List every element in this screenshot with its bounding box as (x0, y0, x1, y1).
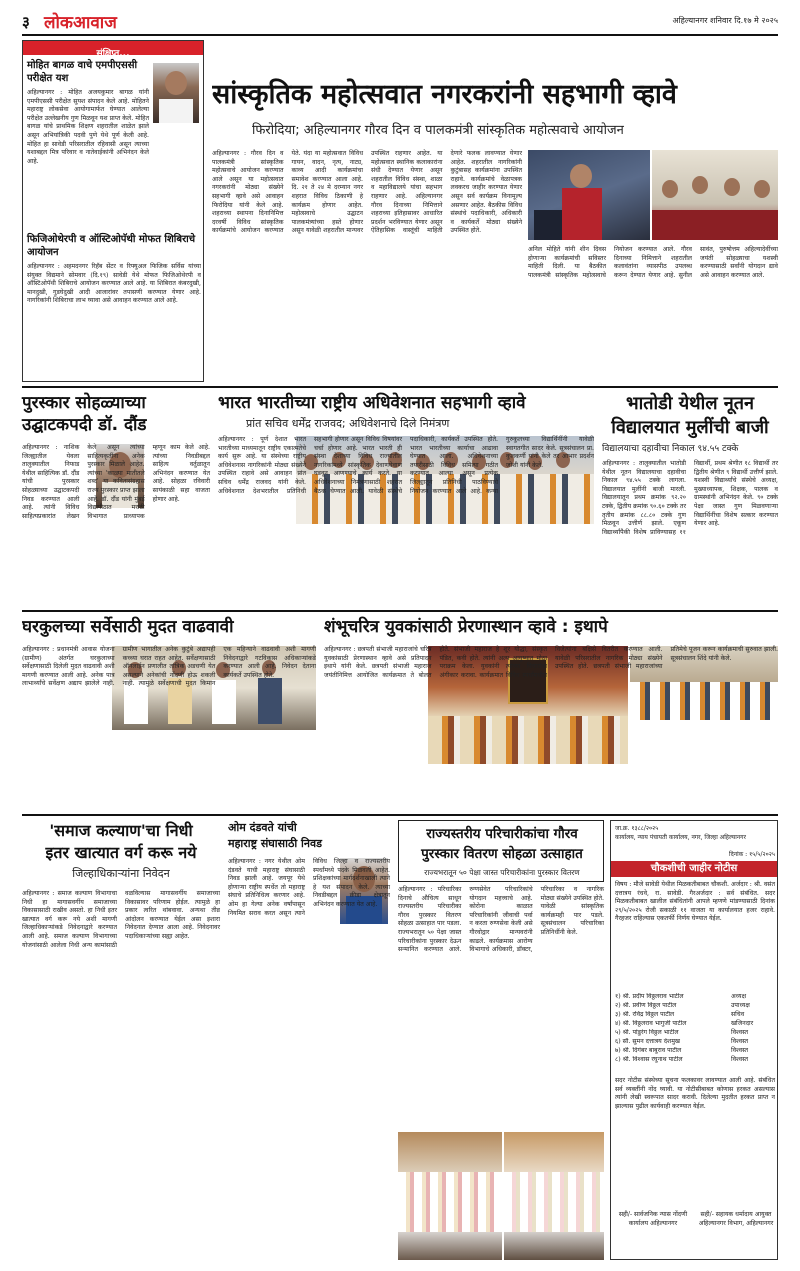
lead-body: अहिल्यानगर : गौरव दिन व पालकमंत्री सांस्कृतिक महोत्सवाचे आयोजन करण्यात आले असून या महोत्सवात नगरकरांनी मोठ्या संख्येने सहभागी व्हावे असे आवाहन फिरोदिया यांनी केले आहे. शहराच्या स्थापना दिनानिमित्त दरवर्षी विविध सांस्कृतिक कार्यक्रमांचे आयोजन करण्यात येते. यंदा या महोत्सवात विविध गायन, वादन, नृत्य, नाट्य, काव्य आदी कार्यक्रमांचा समावेश करण्यात आला आहे. दि. २१ ते २४ मे दरम्यान नगर शहरात विविध ठिकाणी हे कार्यक्रम होणार आहेत. महोत्सवाचे उद्घाटन पालकमंत्र्यांच्या हस्ते होणार असून यावेळी शहरातील मान्यवर उपस्थित राहणार आहेत. या महोत्सवात स्थानिक कलाकारांना संधी देण्यात येणार असून शहरातील विविध संस्था, शाळा व महाविद्यालये यांचा सहभाग राहणार आहे. अहिल्यानगर गौरव दिनाच्या निमित्ताने शहराच्या इतिहासावर आधारित प्रदर्शन भरविण्यात येणार असून ऐतिहासिक वास्तूंची माहिती देणारे फलक लावण्यात येणार आहेत. शहरातील नागरिकांनी कुटुंबासह कार्यक्रमांना उपस्थित राहावे. कार्यक्रमांचे वेळापत्रक लवकरच जाहीर करण्यात येणार असून सर्व कार्यक्रम विनामूल्य असणार आहेत. बैठकीस विविध संस्थांचे पदाधिकारी, अधिकारी व कार्यकर्ते मोठ्या संख्येने उपस्थित होते. (212, 150, 522, 235)
lead-photo-caption: अनिल मोहिते यांनी शीन दिवस होणाऱ्या कार्यक्रमांची सविस्तर माहिती दिली. या बैठकीत पालकमंत्री सांस्कृतिक महोत्सवाचे नियोजन करण्यात आले. गौरव दिनाच्या निमित्ताने शहरातील कलावंतांना व्यासपीठ उपलब्ध करून देण्यात येणार आहे. सुनील सावंत, पुरुषोत्तम अहिल्यादेवींच्या जयंती सोहळ्याचा यशस्वी करण्यासाठी सर्वांनी योगदान द्यावे असे आवाहन करण्यात आले. (528, 246, 778, 279)
nurses-group-photo-1 (398, 1132, 502, 1260)
school-body: अहिल्यानगर : तालुक्यातील भातोडी येथील नूतन विद्यालयाचा दहावीचा निकाल ९४.५५ टक्के लागला. विद्यालयात मुलींनी बाजी मारली. विद्यालयातून प्रथम क्रमांक ९२.२० टक्के, द्वितीय क्रमांक ९०.६० टक्के तर तृतीय क्रमांक ८८.८० टक्के गुण मिळवून उत्तीर्ण झाले. एकूण विद्यार्थ्यांपैकी विशेष प्राविण्यासह ११ विद्यार्थी, प्रथम श्रेणीत १८ विद्यार्थी तर द्वितीय श्रेणीत ९ विद्यार्थी उत्तीर्ण झाले. यशस्वी विद्यार्थ्यांचे संस्थेचे अध्यक्ष, मुख्याध्यापक, शिक्षक, पालक व ग्रामस्थांनी अभिनंदन केले. ९० टक्के पेक्षा जास्त गुण मिळवणाऱ्या विद्यार्थिनींचा विशेष सत्कार करण्यात येणार आहे. (602, 460, 778, 536)
om-headline-2: महाराष्ट्र संघासाठी निवड (228, 837, 322, 850)
notice-list-role: उपाध्यक्ष (731, 1002, 750, 1009)
paper-name-logo: लोकआवाज (44, 13, 117, 32)
lead-headline: सांस्कृतिक महोत्सवात नगरकरांनी सहभागी व्हावे (212, 79, 677, 110)
brief-label: संक्षिप्त... (23, 41, 203, 55)
school-subhead: विद्यालयाचा दहावीचा निकाल ९४.५५ टक्के (602, 444, 739, 454)
notice-list-item: ५) श्री. पांडुरंग विठ्ठल भाटील (615, 1029, 679, 1036)
nurses-headline-box (398, 820, 604, 882)
notice-date: दिनांक : १५/५/२०२५ (729, 851, 775, 858)
page-number: ३ (22, 13, 30, 31)
notice-sign-right: सही/- सहायक धर्मादाय आयुक्त अहिल्यानगर विभाग, अहिल्यानगर (698, 1211, 774, 1227)
notice-list-item: ६) सौ. सुमन दत्तात्रय देशमुख (615, 1038, 680, 1045)
notice-list-role: विश्वस्त (731, 1038, 749, 1045)
notice-list-item: १) श्री. प्रदीप विठ्ठलराव भाटील (615, 993, 684, 1000)
nurses-headline-2: पुरस्कार वितरण सोहळा उत्साहात (421, 846, 583, 862)
samaj-headline-2: इतर खात्यात वर्ग करू नये (45, 843, 197, 862)
notice-list-item: ७) श्री. दिगंबर बाबुराव पाटील (615, 1047, 682, 1054)
nurses-body: अहिल्यानगर : परिचारिका दिनाचे औचित्य साधून राज्यस्तरीय परिचारीका गौरव पुरस्कार वितरण सोहळा उत्साहात पार पडला. राज्यभरातून ५० पेक्षा जास्त परिचारीकांना पुरस्कार देऊन सन्मानित करण्यात आले. रुग्णसेवेत परिचारिकांचे योगदान महत्त्वाचे आहे. कोरोना काळात परिचारिकांनी जीवाची पर्वा न करता रुग्णसेवा केली असे गौरवोद्गार मान्यवरांनी काढले. कार्यक्रमास आरोग्य विभागाचे अधिकारी, डॉक्टर, परिचारिका व नागरिक मोठ्या संख्येने उपस्थित होते. यावेळी सांस्कृतिक कार्यक्रमही पार पडले. सूत्रसंचालन परिचारिका प्रतिनिधींनी केले. (398, 886, 604, 954)
samaj-headline-1: 'समाज कल्याण'चा निधी (49, 821, 193, 840)
notice-body: विषय : मौजे सावेडी येथील मिळकतीबाबत चौकशी. अर्जदार : श्री. वसंत दत्तात्रय रंधवे, रा. सावेडी. गैरअर्जदार : सर्व संबंधित. सदर मिळकतीबाबत खालील संबंधितांनी आपले म्हणणे मांडण्यासाठी दिनांक २९/५/२०२५ रोजी सकाळी ११ वाजता या कार्यालयात हजर राहावे. गैरहजर राहिल्यास एकतर्फी निर्णय घेण्यात येईल. (615, 881, 775, 923)
shambhu-body: अहिल्यानगर : छत्रपती संभाजी महाराजांचे चरित्र युवकांसाठी प्रेरणास्थान व्हावे असे प्रतिपादन इथापे यांनी केले. छत्रपती संभाजी महाराज जयंतीनिमित्त आयोजित कार्यक्रमात ते बोलत होते. संभाजी महाराज हे शूर योद्धा, संस्कृत पंडित, कवी होते. त्यांनी अल्प आयुष्यात मोठा पराक्रम केला. युवकांनी त्यांच्या विचारांचा अंगीकार करावा. कार्यक्रमात विविध स्पर्धांमधील विजेत्यांना बक्षिसे वितरीत करण्यात आली. यावेळी परिसरातील नागरिक मोठ्या संख्येने उपस्थित होते. छत्रपती संभाजी महाराजांच्या प्रतिमेचे पूजन करून कार्यक्रमाची सुरुवात झाली. सूत्रसंचालन शिंदे यांनी केले. (324, 646, 778, 679)
masthead (22, 10, 778, 32)
notice-office: कार्यालय, न्याय पंचायती कार्यालय, नगर, जिल्हा अहिल्यानगर (615, 834, 746, 841)
gharkul-body: अहिल्यानगर : प्रधानमंत्री आवास योजना (ग्रामीण) अंतर्गत घरकुलाच्या सर्वेक्षणासाठी दिलेली मुदत वाढवावी अशी मागणी करण्यात आली आहे. अनेक पात्र लाभार्थ्यांचे सर्वेक्षण अद्याप झालेले नाही. ग्रामीण भागातील अनेक कुटुंबे अद्यापही कच्च्या घरात राहत आहेत. सर्वेक्षणासाठी ऑनलाईन प्रणालीत तांत्रिक अडचणी येत असल्याने अनेकांची नोंदणी होऊ शकली नाही. त्यामुळे सर्वेक्षणाची मुदत किमान एक महिन्याने वाढवावी अशी मागणी निवेदनाद्वारे गटविकास अधिकाऱ्यांकडे करण्यात आली आहे. निवेदन देताना कार्यकर्ते उपस्थित होते. (22, 646, 316, 688)
lead-subhead: फिरोदिया; अहिल्यानगर गौरव दिन व पालकमंत्री सांस्कृतिक महोत्सवाचे आयोजन (252, 123, 624, 138)
nurses-headline-1: राज्यस्तरीय परिचारीकांचा गौरव (426, 826, 578, 842)
samaj-body: अहिल्यानगर : समाज कल्याण विभागाचा निधी हा मागासवर्गीय समाजाच्या विकासासाठी राखीव असतो. हा निधी इतर खात्यात वर्ग करू नये अशी मागणी जिल्हाधिकाऱ्यांकडे निवेदनाद्वारे करण्यात आली आहे. समाज कल्याण विभागाच्या योजनांसाठी आलेला निधी अन्य कामांसाठी वळविल्यास मागासवर्गीय समाजाच्या विकासावर परिणाम होईल. त्यामुळे हा प्रकार त्वरित थांबवावा. अन्यथा तीव्र आंदोलन करण्यात येईल असा इशारा निवेदनात देण्यात आला आहे. निवेदनावर पदाधिकाऱ्यांच्या सह्या आहेत. (22, 890, 220, 949)
award-headline-2: उद्घाटकपदी डॉ. दौंड (22, 415, 147, 435)
notice-footer-body: सदर नोटीस संस्थेच्या सूचना फलकावर लावण्यात आली आहे. संबंधित सर्व व्यक्तींनी नोंद घ्यावी. या नोटीसीबाबत कोणास हरकत असल्यास त्यांनी लेखी स्वरूपात सादर करावी. दिलेल्या मुदतीत हरकत प्राप्त न झाल्यास पुढील कार्यवाही करण्यात येईल. (615, 1077, 775, 1110)
lead-photo-meeting (652, 150, 778, 240)
brief-item1-body: अहिल्यानगर : मोहित अजयकुमार बागळ यांनी एमपीएससी परीक्षेत सुयश संपादन केले आहे. मोहितने महाराष्ट्र लोकसेवा आयोगामार्फत घेण्यात आलेल्या परीक्षेत उल्लेखनीय गुण मिळवून यश प्राप्त केले. मोहित बागळ यांचे प्राथमिक शिक्षण शहरातील शाळेत झाले असून अभियांत्रिकी पदवी पुणे येथे पूर्ण केली आहे. मोहित हा सावेडी परिसरातील रहिवासी असून त्याच्या यशाबद्दल मित्र परिवार व नातेवाईकांनी अभिनंदन केले आहे. (27, 89, 149, 165)
shambhu-headline: शंभूचरित्र युवकांसाठी प्रेरणास्थान व्हावे : इथापे (324, 617, 608, 637)
notice-list-role: खजिनदार (731, 1020, 754, 1027)
notice-list-item: ३) श्री. रविंद्र विठ्ठल पाटील (615, 1011, 675, 1018)
notice-list-role: विश्वस्त (731, 1047, 749, 1054)
om-body: अहिल्यानगर : नगर येथील ओम दंडवते याची महाराष्ट्र संघासाठी निवड झाली आहे. जयपूर येथे होणाऱ्या राष्ट्रीय स्पर्धेत तो महाराष्ट्र संघाचे प्रतिनिधित्व करणार आहे. ओम हा गेल्या अनेक वर्षांपासून नियमित सराव करत असून त्याने विविध जिल्हा व राज्यस्तरीय स्पर्धांमध्ये पदके मिळवली आहेत. प्रशिक्षकांच्या मार्गदर्शनाखाली त्याने हे यश संपादन केले. त्याच्या निवडीबद्दल क्रीडा क्षेत्रातून अभिनंदन करण्यात येत आहे. (228, 858, 390, 917)
brief-column (22, 40, 204, 382)
nurses-group-photo-2 (504, 1132, 604, 1260)
notice-list-item: २) श्री. प्रवीण विठ्ठल पाटील (615, 1002, 677, 1009)
national-subhead: प्रांत सचिव धर्मेंद्र राजवद; अधिवेशनाचे दिले निमंत्रण (246, 417, 450, 430)
national-body: अहिल्यानगर : पूर्ण देशात भारत भारतीच्या माध्यमातून राष्ट्रीय एकात्मतेचे कार्य सुरू आहे. या संस्थेच्या राष्ट्रीय अधिवेशनास नागरिकांनी मोठ्या संख्येने उपस्थित राहावे असे आवाहन प्रांत सचिव धर्मेंद्र राजवद यांनी केले. अधिवेशनात देशभरातील प्रतिनिधी सहभागी होणार असून विविध विषयांवर चर्चा होणार आहे. भारत भारती ही संस्था देशाच्या विविध राज्यांतील नागरिकांमध्ये सांस्कृतिक देवाणघेवाण घडवून आणण्याचे कार्य करते. या अधिवेशनाच्या निमंत्रणासाठी शहरात बैठक घेण्यात आली. यावेळी संस्थेचे पदाधिकारी, कार्यकर्ते उपस्थित होते. भारत भारतीच्या कार्याचा आढावा घेण्यात आला. अधिवेशनाच्या तयारीसाठी विविध समित्या गठीत करण्यात आल्या असून प्रत्येक जिल्ह्यातून प्रतिनिधी पाठविण्याचे नियोजन करण्यात आले आहे. कन्या गुरुकुलच्या विद्यार्थिनींनी यावेळी स्वागतगीत सादर केले. सूत्रसंचालन प्रा. कुलकर्णी यांनी केले तर आभार प्रदर्शन जोशी यांनी केले. (218, 436, 594, 495)
school-headline-2: विद्यालयात मुलींची बाजी (611, 417, 769, 438)
brief-item2-title: फिजिओथेरपी व ऑस्टिओपॅथी मोफत शिबिराचे आयोजन (27, 234, 196, 258)
brief-item2-body: अहिल्यानगर : अहमदनगर रिहॅब सेंटर व रिफ्युअल फिजिक सर्विस यांच्या संयुक्त विद्यमाने सोमवार (दि.१९) सावेडी येथे मोफत फिजिओथेरपी व ऑस्टिओपॅथी शिबिराचे आयोजन करण्यात आले आहे. या शिबिरात कंबरदुखी, मानदुखी, गुडघेदुखी आदी आजारांवर तपासणी करण्यात येणार आहे. नागरिकांनी शिबिराचा लाभ घ्यावा असे आवाहन करण्यात आले आहे. (27, 263, 201, 305)
notice-ref: जा.क्र. १३८८/२०२५ (615, 825, 659, 832)
school-headline-1: भातोडी येथील नूतन (625, 393, 755, 414)
notice-list-item: ४) श्री. विठ्ठलराव भागुजी पाटील (615, 1020, 687, 1027)
notice-list-role: विश्वस्त (731, 1029, 749, 1036)
om-headline-1: ओम दंडवते यांची (228, 821, 297, 834)
dateline: अहिल्यानगर शनिवार दि.१७ मे २०२५ (672, 16, 778, 25)
notice-list-item: ८) श्री. विश्वास रघुनाथ पाटील (615, 1056, 683, 1063)
notice-title-bar (611, 861, 777, 877)
award-body: अहिल्यानगर : नाशिक जिल्ह्यातील येवला तालुक्यातील निफाड येथील साहित्यिक डॉ. दौंड यांची पुरस्कार सोहळ्याच्या उद्घाटकपदी निवड करण्यात आली आहे. त्यांनी विविध साहित्यप्रकारांत लेखन केले असून त्यांच्या साहित्यकृतींना अनेक पुरस्कार मिळाले आहेत. त्यांच्या 'काळ्या मातीतले शब्द' या कवितासंग्रहास राज्य पुरस्कार प्राप्त झाला आहे. डॉ. दौंड यांनी मुंबई विद्यापीठात मराठी विभागात प्राध्यापक म्हणून काम केले आहे. त्यांच्या निवडीबद्दल साहित्य वर्तुळातून अभिनंदन करण्यात येत आहे. सोहळा रविवारी सायंकाळी सहा वाजता होणार आहे. (22, 444, 210, 520)
award-headline-1: पुरस्कार सोहळ्याच्या (22, 393, 146, 413)
national-headline: भारत भारतीच्या राष्ट्रीय अधिवेशनात सहभागी व्हावे (218, 393, 526, 413)
nurses-subhead: राज्यभरातून ५० पेक्षा जास्त परिचारीकांना पुरस्कार वितरण (424, 868, 580, 877)
notice-title: चौकशीची जाहीर नोटीस (650, 863, 738, 874)
notice-list-role: विश्वस्त (731, 1056, 749, 1063)
notice-sign-left: सही/- सार्वजनिक न्यास नोंदणी कार्यालय अहिल्यानगर (618, 1211, 688, 1227)
mohit-portrait (153, 63, 199, 123)
notice-list-role: सचिव (731, 1011, 745, 1018)
notice-list-role: अध्यक्ष (731, 993, 747, 1000)
samaj-subhead: जिल्हाधिकाऱ्यांना निवेदन (72, 867, 170, 880)
lead-photo-speaker (528, 150, 650, 240)
notice-list (615, 993, 775, 1073)
brief-item1-title: मोहित बागळ वाचे एमपीएससी परीक्षेत यश (27, 60, 138, 84)
gharkul-headline: घरकुलच्या सर्वेसाठी मुदत वाढवावी (22, 617, 234, 637)
public-notice (610, 820, 778, 1260)
